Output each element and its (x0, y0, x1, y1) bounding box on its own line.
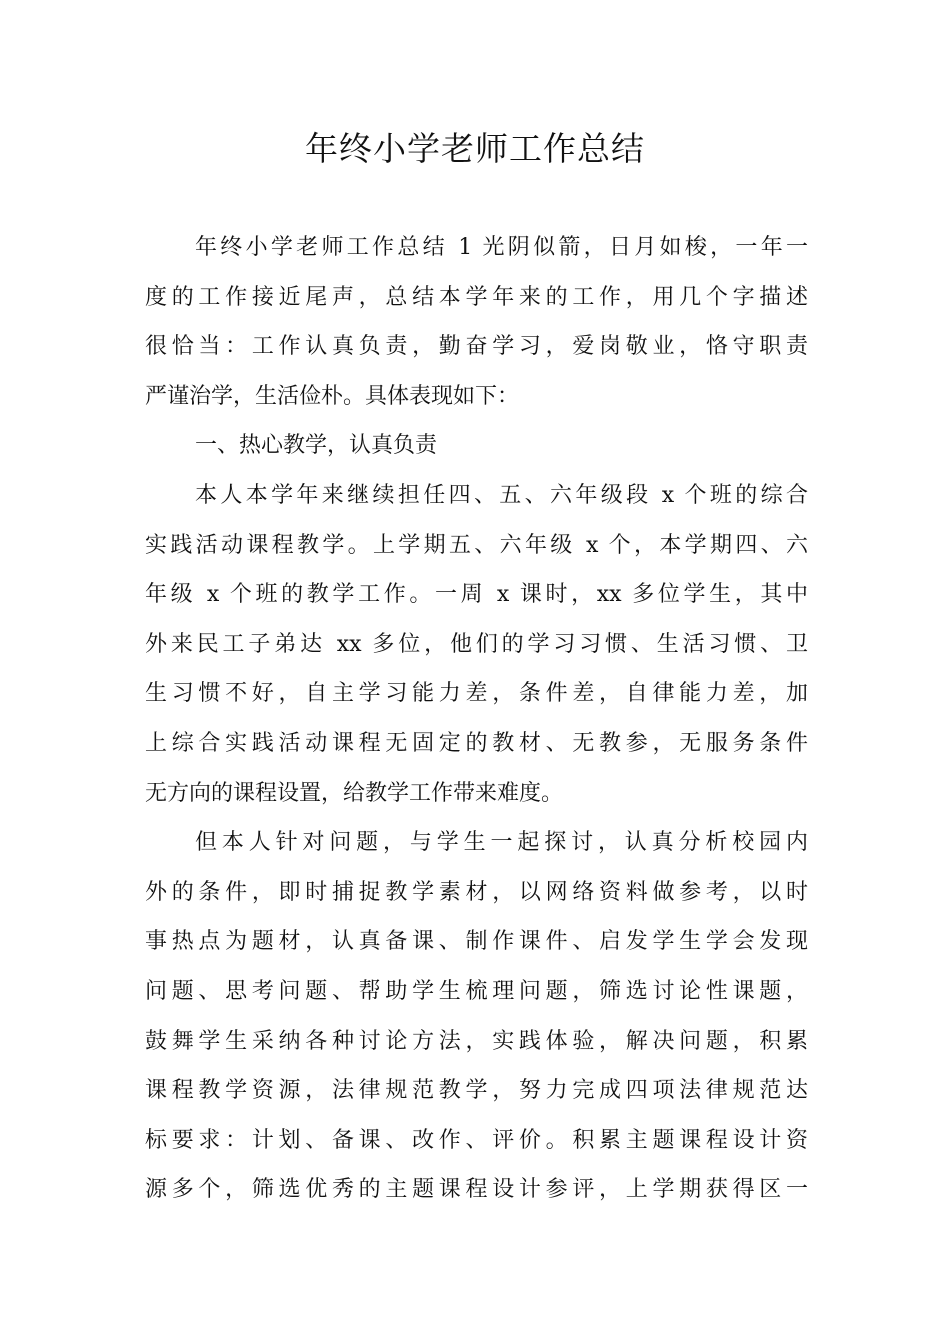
text-line: 课程教学资源，法律规范教学，努力完成四项法律规范达 (145, 1078, 808, 1104)
text-line: 标要求：计划、备课、改作、评价。积累主题课程设计资 (145, 1127, 808, 1153)
text-line: 但本人针对问题，与学生一起探讨，认真分析校园内 (195, 830, 808, 856)
text-line: 实践活动课程教学。上学期五、六年级 x 个，本学期四、六 (145, 532, 808, 558)
text-line: 源多个，筛选优秀的主题课程设计参评，上学期获得区一 (145, 1177, 808, 1203)
text-line: 年级 x 个班的教学工作。一周 x 课时，xx 多位学生，其中 (145, 582, 808, 608)
text-line: 很恰当：工作认真负责，勤奋学习，爱岗敬业，恪守职责 (145, 334, 808, 360)
section-heading: 一、热心教学，认真负责 (195, 433, 438, 459)
text-line: 生习惯不好，自主学习能力差，条件差，自律能力差，加 (145, 681, 808, 707)
text-line: 严谨治学，生活俭朴。具体表现如下： (145, 383, 520, 409)
text-line: 度的工作接近尾声，总结本学年来的工作，用几个字描述 (145, 284, 808, 310)
text-line: 年终小学老师工作总结 1 光阴似箭，日月如梭，一年一 (195, 235, 808, 260)
text-line: 本人本学年来继续担任四、五、六年级段 x 个班的综合 (195, 482, 808, 508)
text-line: 事热点为题材，认真备课、制作课件、启发学生学会发现 (145, 929, 808, 955)
document-title: 年终小学老师工作总结 (305, 129, 645, 168)
text-line: 问题、思考问题、帮助学生梳理问题，筛选讨论性课题， (145, 978, 808, 1004)
text-line: 外的条件，即时捕捉教学素材，以网络资料做参考，以时 (145, 879, 808, 905)
text-line: 上综合实践活动课程无固定的教材、无教参，无服务条件 (145, 730, 808, 756)
text-line: 鼓舞学生采纳各种讨论方法，实践体验，解决问题，积累 (145, 1028, 808, 1054)
text-line: 无方向的课程设置，给教学工作带来难度。 (145, 780, 564, 806)
text-line: 外来民工子弟达 xx 多位，他们的学习习惯、生活习惯、卫 (145, 631, 808, 657)
document-body (145, 223, 808, 1215)
